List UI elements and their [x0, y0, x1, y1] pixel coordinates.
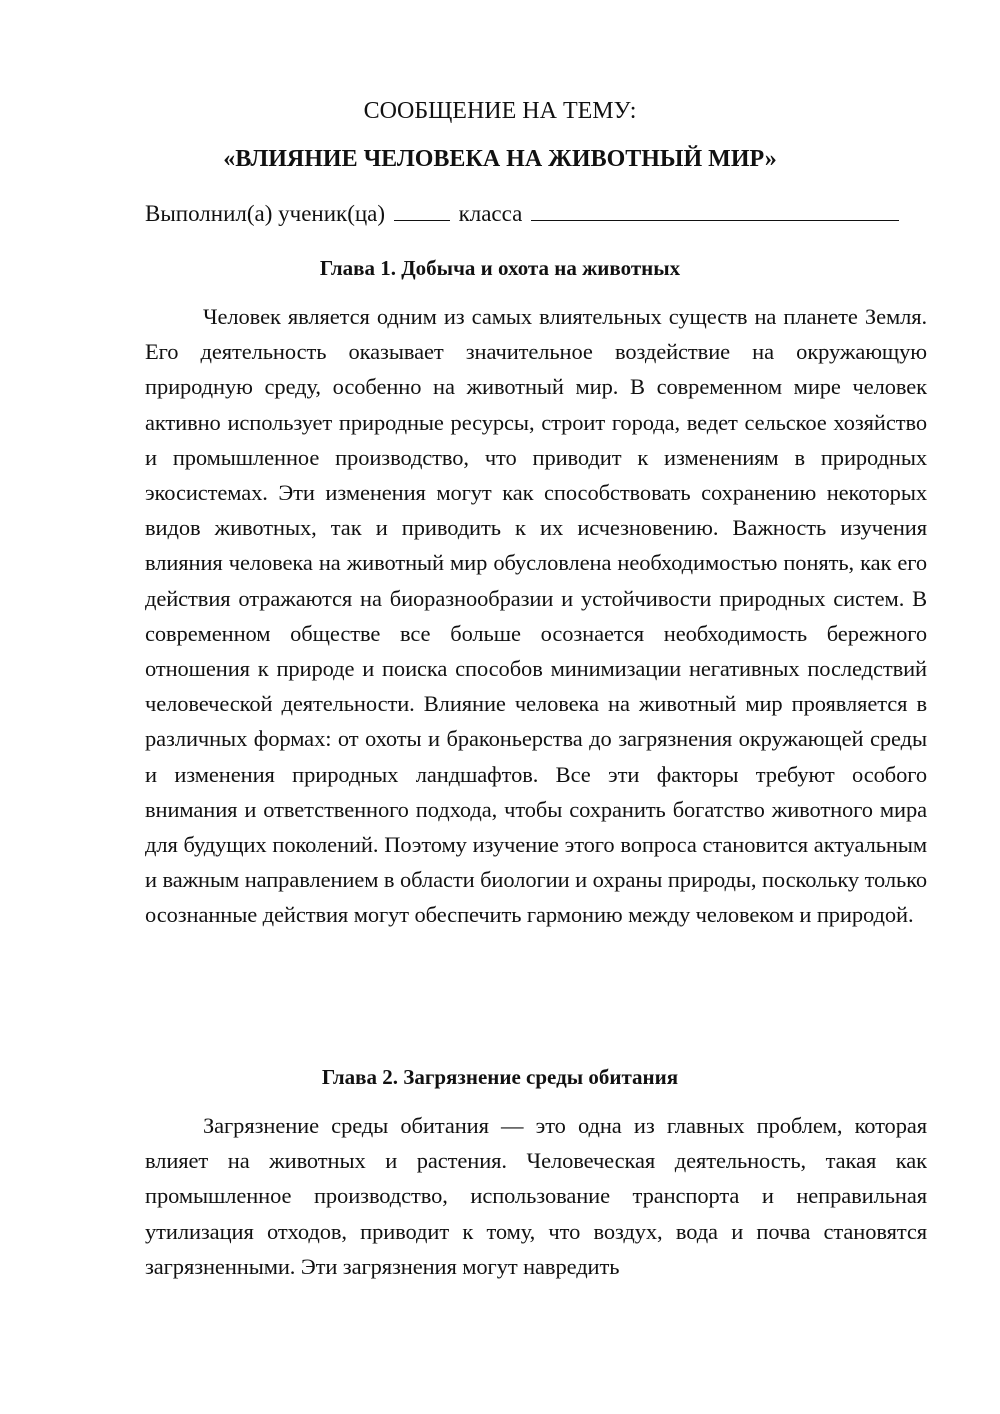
author-line — [145, 198, 935, 229]
chapter-1-heading: Глава 1. Добыча и охота на животных — [319, 256, 681, 280]
author-prefix-label: Выполнил(а) ученик(ца) — [145, 201, 386, 226]
document-title: «ВЛИЯНИЕ ЧЕЛОВЕКА НА ЖИВОТНЫЙ МИР» — [223, 146, 777, 172]
class-label: класса — [458, 201, 523, 226]
chapter-2-paragraph: Загрязнение среды обитания — это одна из главных проблем, которая влияет на животных и растения. Человеческая деятельность, такая как промышленное производство, использование транспорта и неправильная утилизация отходов, приводит к тому, что воздух, вода и почва становятся загрязненными. Эти загрязнения могут навредить — [145, 1113, 927, 1279]
class-blank-line — [531, 198, 899, 221]
document-header-line: СООБЩЕНИЕ НА ТЕМУ: — [363, 98, 637, 124]
grade-blank-line — [394, 198, 450, 221]
chapter-1-paragraph: Человек является одним из самых влиятельных существ на планете Земля. Его деятельность оказывает значительное воздействие на окружающую природную среду, особенно на животный мир. В современном мире человек активно использует природные ресурсы, строит города, ведет сельское хозяйство и промышленное производство, что приводит к изменениям в природных экосистемах. Эти изменения могут как способствовать сохранению некоторых видов животных, так и приводить к их исчезновению. Важность изучения влияния человека на животный мир обусловлена необходимостью понять, как его действия отражаются на биоразнообразии и устойчивости природных систем. В современном обществе все больше осознается необходимость бережного отношения к природе и поиска способов минимизации негативных последствий человеческой деятельности. Влияние человека на животный мир проявляется в различных формах: от охоты и браконьерства до загрязнения окружающей среды и изменения природных ландшафтов. Все эти факторы требуют особого внимания и ответственного подхода, чтобы сохранить богатство животного мира для будущих поколений. Поэтому изучение этого вопроса становится актуальным и важным направлением в области биологии и охраны природы, поскольку только осознанные действия могут обеспечить гармонию между человеком и природой. — [145, 304, 927, 928]
chapter-2-heading: Глава 2. Загрязнение среды обитания — [321, 1065, 679, 1089]
